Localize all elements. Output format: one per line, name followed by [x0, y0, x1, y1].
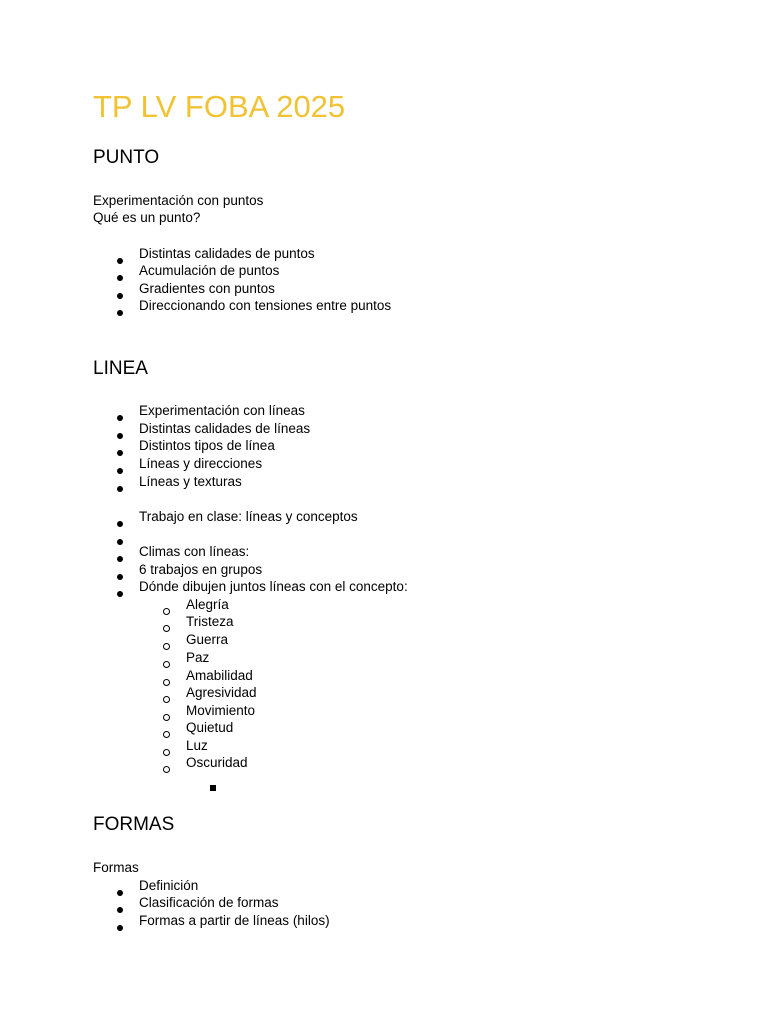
bullet-icon	[117, 275, 123, 281]
bullet-icon	[117, 907, 123, 913]
bullet-icon	[117, 433, 123, 439]
punto-intro-line-1: Experimentación con puntos	[93, 193, 264, 208]
bullet-icon	[117, 521, 123, 527]
circle-bullet-icon	[163, 643, 170, 650]
punto-intro-line-2: Qué es un punto?	[93, 210, 201, 225]
circle-bullet-icon	[163, 714, 170, 721]
circle-bullet-icon	[163, 661, 170, 668]
bullet-icon	[117, 468, 123, 474]
formas-intro: Formas	[93, 860, 139, 875]
bullet-icon	[117, 450, 123, 456]
bullet-icon	[117, 486, 123, 492]
document-page: TP LV FOBA 2025 PUNTO Experimentación con puntos Qué es un punto? Distintas calidades de puntos Acumulación de puntos Gradientes con puntos Direccionando con tensiones entre puntos LINEA Experimentación con líneas Distintas calidades de líneas Distintos tipos de línea Líneas y direcciones Líneas y texturas Trabajo en clase: líneas y conceptos Climas con líneas: 6 trabajos en grupos Dónde dibujen juntos líneas con el concepto: Alegría Tristeza Guerra Paz Amabilidad Agresividad Movimiento Quietud Luz Oscuridad FORMAS Formas Definición Clasificación de formas Formas a partir de líneas (hilos)	[0, 0, 768, 1024]
circle-bullet-icon	[163, 608, 170, 615]
circle-bullet-icon	[163, 731, 170, 738]
circle-bullet-icon	[163, 696, 170, 703]
heading-linea: LINEA	[93, 358, 148, 379]
circle-bullet-icon	[163, 749, 170, 756]
heading-punto: PUNTO	[93, 147, 160, 168]
document-title: TP LV FOBA 2025	[93, 89, 346, 124]
bullet-icon	[117, 890, 123, 896]
heading-formas: FORMAS	[93, 814, 175, 835]
bullet-icon	[117, 258, 123, 264]
circle-bullet-icon	[163, 679, 170, 686]
bullet-icon	[117, 556, 123, 562]
bullet-icon	[117, 574, 123, 580]
bullet-icon	[117, 539, 123, 545]
bullet-icon	[117, 925, 123, 931]
bullet-icon	[117, 591, 123, 597]
circle-bullet-icon	[163, 766, 170, 773]
bullet-icon	[117, 310, 123, 316]
circle-bullet-icon	[163, 625, 170, 632]
square-bullet-icon	[210, 778, 216, 796]
bullet-icon	[117, 293, 123, 299]
bullet-icon	[117, 415, 123, 421]
